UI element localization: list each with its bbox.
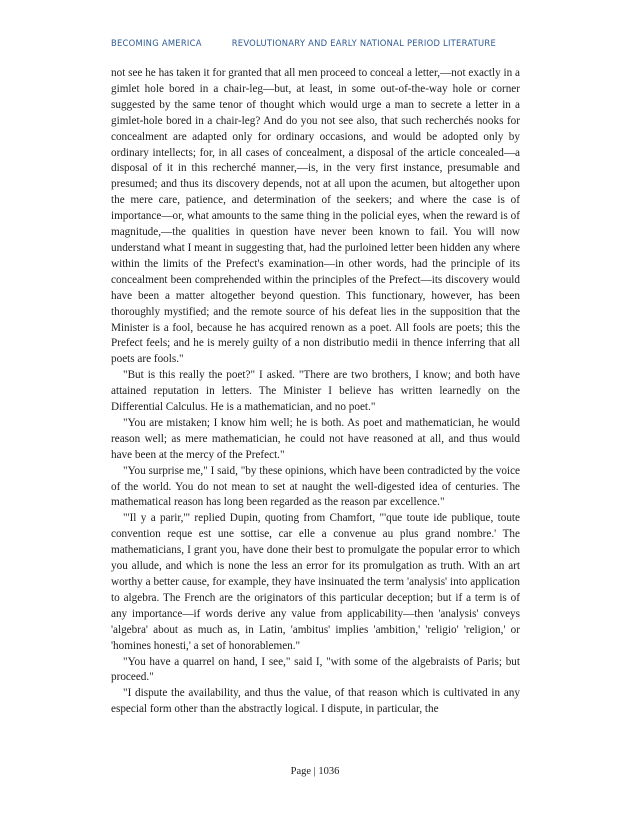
- paragraph: "You have a quarrel on hand, I see," said I, "with some of the algebraists of Paris; but proceed.": [111, 655, 520, 684]
- running-header: [111, 38, 531, 48]
- page-body: [111, 66, 520, 718]
- header-book-title: BECOMING AMERICA: [111, 38, 202, 48]
- paragraph: "I dispute the availability, and thus the value, of that reason which is cultivated in any especial form other than the abstractly logical. I dispute, in particular, the: [111, 687, 520, 716]
- page-number: Page | 1036: [290, 766, 340, 777]
- paragraph: "But is this really the poet?" I asked. "There are two brothers, I know; and both have attained reputation in letters. The Minister I believe has written learnedly on the Differential Calculus. He is a mathematician, and no poet.": [111, 369, 520, 414]
- paragraph: "You are mistaken; I know him well; he is both. As poet and mathematician, he would reason well; as mere mathematician, he could not have reasoned at all, and thus would have been at the mercy of the Prefect.": [111, 416, 520, 461]
- header-section-title: REVOLUTIONARY AND EARLY NATIONAL PERIOD LITERATURE: [231, 38, 497, 48]
- paragraph: not see he has taken it for granted that all men proceed to conceal a letter,—not exactly in a gimlet hole bored in a chair-leg—but, at least, in some out-of-the-way hole or corner suggested by the same tenor of thought which would urge a man to secrete a letter in a gimlet-hole bored in a chair-leg? And do you not see also, that such recherchés nooks for concealment are adapted only for ordinary occasions, and would be adopted only by ordinary intellects; for, in all cases of concealment, a disposal of the article concealed—a disposal of it in this recherché manner,—is, in the very first instance, presumable and presumed; and thus its discovery depends, not at all upon the acumen, but altogether upon the mere care, patience, and determination of the seekers; and where the case is of importance—or, what amounts to the same thing in the policial eyes, when the reward is of magnitude,—the qualities in question have never been known to fail. You will now understand what I meant in suggesting that, had the purloined letter been hidden any where within the limits of the Prefect's examination—in other words, had the principle of its concealment been comprehended within the principles of the Prefect—its discovery would have been a matter altogether beyond question. This functionary, however, has been thoroughly mystified; and the remote source of his defeat lies in the supposition that the Minister is a fool, because he has acquired renown as a poet. All fools are poets; this the Prefect feels; and he is merely guilty of a non distributio medii in thence inferring that all poets are fools.": [111, 67, 520, 366]
- paragraph: "'Il y a parir,'" replied Dupin, quoting from Chamfort, "'que toute ide publique, toute convention reque est une sottise, car elle a convenue au plus grand nombre.' The mathematicians, I grant you, have done their best to promulgate the popular error to which you allude, and which is none the less an error for its promulgation as truth. With an art worthy a better cause, for example, they have insinuated the term 'analysis' into application to algebra. The French are the originators of this particular deception; but if a term is of any importance—if words derive any value from applicability—then 'analysis' conveys 'algebra' about as much as, in Latin, 'ambitus' implies 'ambition,' 'religio' 'religion,' or 'homines honesti,' a set of honorablemen.": [111, 512, 520, 652]
- paragraph: "You surprise me," I said, "by these opinions, which have been contradicted by the voice of the world. You do not mean to set at naught the well-digested idea of centuries. The mathematical reason has long been regarded as the reason par excellence.": [111, 464, 520, 509]
